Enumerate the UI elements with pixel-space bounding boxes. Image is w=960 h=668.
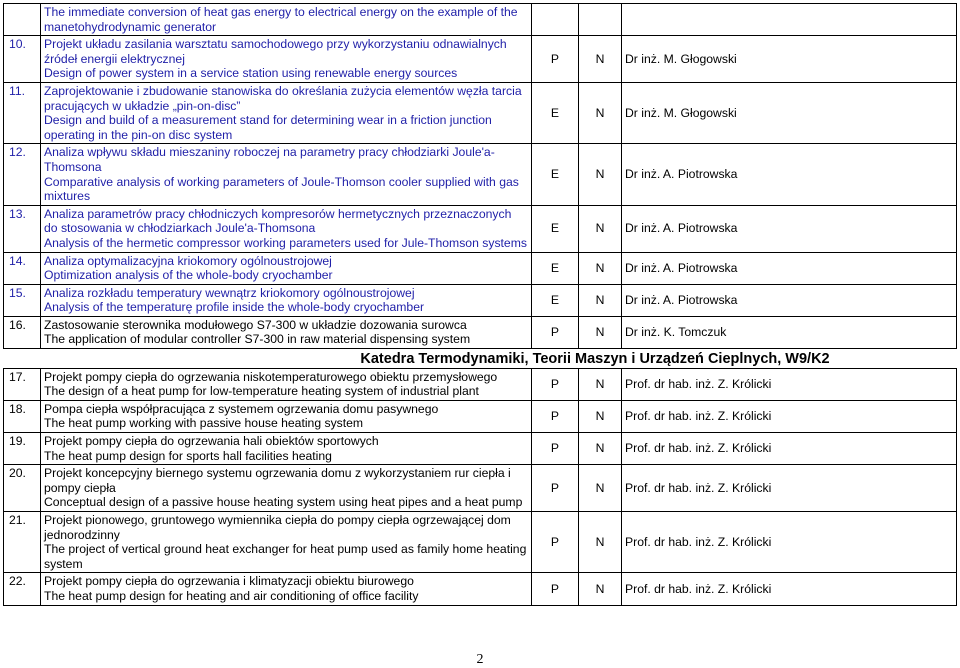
topic-title-en: Comparative analysis of working parameters of Joule-Thomson cooler supplied with gas mixtures — [44, 174, 519, 204]
topic-number: 13. — [4, 205, 41, 252]
topic-title-en: The project of vertical ground heat exchanger for heat pump used as family home heating system — [44, 542, 527, 571]
topic-language: N — [579, 433, 622, 465]
topic-title-pl: Zaprojektowanie i zbudowanie stanowiska do określania zużycia elementów węzła tarcia pracujących w układzie „pin-on-disc” — [44, 83, 522, 113]
topic-language — [579, 4, 622, 36]
topic-title-pl: Analiza parametrów pracy chłodniczych kompresorów hermetycznych przeznaczonych do stosowania w chłodziarkach Joule'a-Thomsona — [44, 206, 512, 236]
topic-type: P — [532, 512, 579, 573]
topic-number: 16. — [4, 316, 41, 348]
topic-row — [4, 144, 957, 205]
topic-title-pl: The immediate conversion of heat gas energy to electrical energy on the example of the manetohydrodynamic generator — [44, 5, 518, 34]
topic-row — [4, 4, 957, 36]
topic-title-pl: Analiza optymalizacyjna kriokomory ogólnoustrojowej — [44, 253, 332, 268]
topic-title-cell — [41, 252, 532, 284]
topic-title-pl: Projekt układu zasilania warsztatu samochodowego przy wykorzystaniu odnawialnych źródeł energii elektrycznej — [44, 37, 507, 66]
topic-language: N — [579, 284, 622, 316]
topic-title-en: The heat pump design for heating and air conditioning of office facility — [44, 588, 419, 603]
topic-type — [532, 4, 579, 36]
topic-language: N — [579, 36, 622, 83]
topic-supervisor: Prof. dr hab. inż. Z. Królicki — [622, 512, 957, 573]
topic-title-cell — [41, 4, 532, 36]
topic-number: 10. — [4, 36, 41, 83]
topic-supervisor: Dr inż. A. Piotrowska — [622, 252, 957, 284]
topic-number: 20. — [4, 465, 41, 512]
topic-type: E — [532, 82, 579, 143]
department-header-row — [4, 349, 957, 369]
topic-title-pl: Projekt koncepcyjny biernego systemu ogrzewania domu z wykorzystaniem rur ciepła i pompy ciepła — [44, 466, 511, 495]
topic-title-cell — [41, 433, 532, 465]
topic-title-en: Design and build of a measurement stand for determining wear in a friction junction operating in the pin-on disc system — [44, 113, 492, 142]
topic-number: 17. — [4, 368, 41, 400]
topic-language: N — [579, 82, 622, 143]
topic-title-cell — [41, 573, 532, 605]
topic-title-en: Optimization analysis of the whole-body cryochamber — [44, 268, 333, 283]
topic-title-cell — [41, 512, 532, 573]
topic-row — [4, 573, 957, 605]
topic-language: N — [579, 205, 622, 252]
topic-title-en: Analysis of the hermetic compressor working parameters used for Jule-Thomson systems — [44, 235, 527, 250]
topic-title-pl: Projekt pionowego, gruntowego wymiennika ciepła do pompy ciepła ogrzewającej dom jednorodzinny — [44, 513, 511, 542]
topic-title-pl: Projekt pompy ciepła do ogrzewania hali obiektów sportowych — [44, 434, 379, 449]
topic-supervisor: Prof. dr hab. inż. Z. Królicki — [622, 573, 957, 605]
topic-number: 21. — [4, 512, 41, 573]
topic-language: N — [579, 316, 622, 348]
topic-language: N — [579, 465, 622, 512]
topic-title-cell — [41, 284, 532, 316]
topic-type: E — [532, 144, 579, 205]
topic-number — [4, 4, 41, 36]
topic-type: E — [532, 205, 579, 252]
topic-type: P — [532, 433, 579, 465]
topic-number: 22. — [4, 573, 41, 605]
topic-type: P — [532, 465, 579, 512]
topic-title-pl: Projekt pompy ciepła do ogrzewania niskotemperaturowego obiektu przemysłowego — [44, 369, 498, 384]
topic-title-en: Design of power system in a service station using renewable energy sources — [44, 66, 458, 81]
topic-row — [4, 465, 957, 512]
topic-number: 14. — [4, 252, 41, 284]
topic-title-cell — [41, 36, 532, 83]
topics-table — [3, 3, 957, 606]
topic-language: N — [579, 400, 622, 432]
topic-language: N — [579, 512, 622, 573]
topic-supervisor: Dr inż. M. Głogowski — [622, 82, 957, 143]
topic-type: E — [532, 284, 579, 316]
topic-title-pl: Pompa ciepła współpracująca z systemem ogrzewania domu pasywnego — [44, 401, 439, 416]
topic-supervisor: Dr inż. A. Piotrowska — [622, 284, 957, 316]
topic-supervisor: Prof. dr hab. inż. Z. Królicki — [622, 400, 957, 432]
topic-supervisor: Dr inż. A. Piotrowska — [622, 144, 957, 205]
topic-supervisor: Dr inż. A. Piotrowska — [622, 205, 957, 252]
topics-table-body — [4, 4, 957, 606]
topic-number: 19. — [4, 433, 41, 465]
topic-title-en: The heat pump working with passive house heating system — [44, 416, 364, 431]
topic-type: P — [532, 573, 579, 605]
topic-supervisor: Dr inż. K. Tomczuk — [622, 316, 957, 348]
topic-title-cell — [41, 316, 532, 348]
topic-title-cell — [41, 465, 532, 512]
topic-row — [4, 252, 957, 284]
topic-title-cell — [41, 400, 532, 432]
topic-title-cell — [41, 144, 532, 205]
topic-title-en: The design of a heat pump for low-temperature heating system of industrial plant — [44, 384, 479, 399]
topic-supervisor: Prof. dr hab. inż. Z. Królicki — [622, 465, 957, 512]
department-header: Katedra Termodynamiki, Teorii Maszyn i Urządzeń Cieplnych, W9/K2 — [4, 349, 957, 369]
topic-number: 11. — [4, 82, 41, 143]
topic-language: N — [579, 573, 622, 605]
topic-type: P — [532, 400, 579, 432]
topic-number: 15. — [4, 284, 41, 316]
topic-supervisor: Prof. dr hab. inż. Z. Królicki — [622, 368, 957, 400]
topic-language: N — [579, 368, 622, 400]
topic-type: E — [532, 252, 579, 284]
topic-title-cell — [41, 82, 532, 143]
topic-title-pl: Zastosowanie sterownika modułowego S7-300 w układzie dozowania surowca — [44, 317, 467, 332]
topic-type: P — [532, 36, 579, 83]
topic-title-pl: Projekt pompy ciepła do ogrzewania i klimatyzacji obiektu biurowego — [44, 574, 414, 589]
topic-number: 12. — [4, 144, 41, 205]
topic-row — [4, 82, 957, 143]
topic-title-en: Conceptual design of a passive house heating system using heat pipes and a heat pump — [44, 495, 523, 510]
topic-title-pl: Analiza rozkładu temperatury wewnątrz kriokomory ogólnoustrojowej — [44, 285, 415, 300]
topic-row — [4, 284, 957, 316]
topic-supervisor — [622, 4, 957, 36]
topic-type: P — [532, 316, 579, 348]
topic-row — [4, 36, 957, 83]
topic-title-en: The application of modular controller S7-300 in raw material dispensing system — [44, 332, 471, 347]
topic-row — [4, 400, 957, 432]
topic-row — [4, 316, 957, 348]
topic-supervisor: Prof. dr hab. inż. Z. Królicki — [622, 433, 957, 465]
topic-row — [4, 368, 957, 400]
topic-title-en: Analysis of the temperaturę profile inside the whole-body cryochamber — [44, 300, 425, 315]
topic-title-pl: Analiza wpływu składu mieszaniny roboczej na parametry pracy chłodziarki Joule'a-Thomsona — [44, 145, 495, 174]
topic-title-cell — [41, 368, 532, 400]
topic-title-cell — [41, 205, 532, 252]
topic-number: 18. — [4, 400, 41, 432]
topic-row — [4, 205, 957, 252]
topic-type: P — [532, 368, 579, 400]
page-number: 2 — [476, 652, 484, 667]
topic-language: N — [579, 252, 622, 284]
topic-supervisor: Dr inż. M. Głogowski — [622, 36, 957, 83]
topic-row — [4, 433, 957, 465]
topic-row — [4, 512, 957, 573]
topic-title-en: The heat pump design for sports hall facilities heating — [44, 448, 332, 463]
topic-language: N — [579, 144, 622, 205]
